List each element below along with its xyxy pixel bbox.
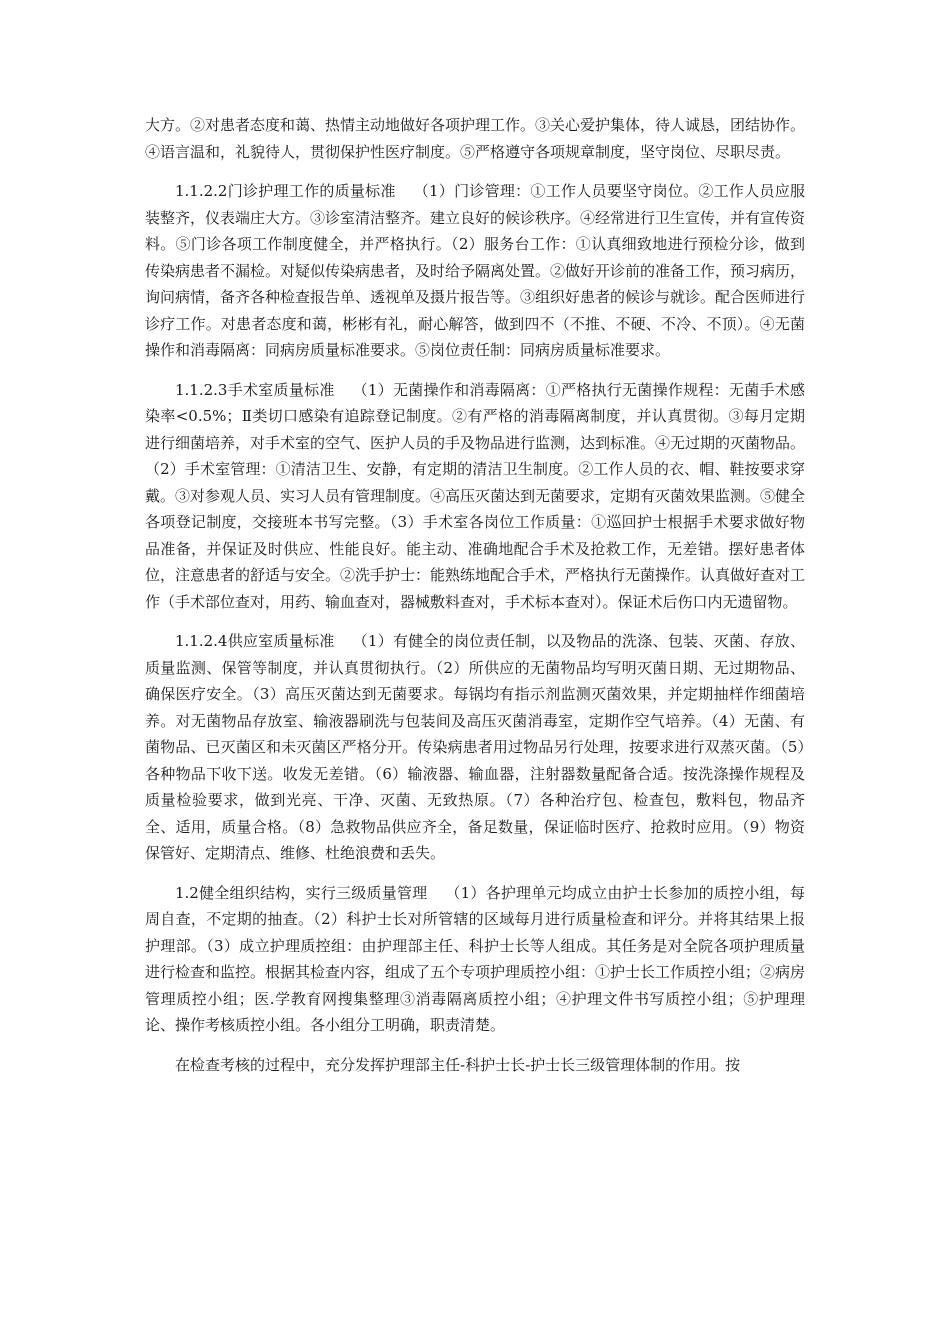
document-page (145, 112, 805, 1091)
section-heading: 1.1.2.4供应室质量标准 (175, 632, 335, 650)
paragraph-inspection (145, 1052, 805, 1079)
paragraph-body: （1）各护理单元均成立由护士长参加的质控小组，每周自查，不定期的抽查。（2）科护士长对所管辖的区域每月进行质量检查和评分。并将其结果上报护理部。（3）成立护理质控组：由护理部主任、科护士长等人组成。其任务是对全院各项护理质量进行检查和监控。根据其检查内容，组成了五个专项护理质控小组：①护士长工作质控小组；②病房管理质控小组；医.学教育网搜集整理③消毒隔离质控小组；④护理文件书写质控小组；⑤护理理论、操作考核质控小组。各小组分工明确，职责清楚。 (145, 883, 806, 1034)
paragraph-body: （1）无菌操作和消毒隔离：①严格执行无菌操作规程：无菌手术感染率<0.5%；Ⅱ类切口感染有追踪登记制度。②有严格的消毒隔离制度，并认真贯彻。③每月定期进行细菌培养，对手术室的空气、医护人员的手及物品进行监测，达到标准。④无过期的灭菌物品。（2）手术室管理：①清洁卫生、安静，有定期的清洁卫生制度。②工作人员的衣、帽、鞋按要求穿戴。③对参观人员、实习人员有管理制度。④高压灭菌达到无菌要求，定期有灭菌效果监测。⑤健全各项登记制度，交接班本书写完整。（3）手术室各岗位工作质量：①巡回护士根据手术要求做好物品准备，并保证及时供应、性能良好。能主动、准确地配合手术及抢救工作，无差错。摆好患者体位，注意患者的舒适与安全。②洗手护士：能熟练地配合手术，严格执行无菌操作。认真做好查对工作（手术部位查对，用药、输血查对，器械敷料查对，手术标本查对）。保证术后伤口内无遗留物。 (145, 380, 806, 611)
paragraph-operating-room-standard (145, 377, 805, 616)
section-heading: 1.2健全组织结构，实行三级质量管理 (175, 883, 428, 902)
paragraph-body: （1）门诊管理：①工作人员要坚守岗位。②工作人员应服装整齐，仪表端庄大方。③诊室清洁整齐。建立良好的候诊秩序。④经常进行卫生宣传，并有宣传资料。⑤门诊各项工作制度健全，并严格执行。（2）服务台工作：①认真细致地进行预检分诊，做到传染病患者不漏检。对疑似传染病患者，及时给予隔离处置。②做好开诊前的准备工作，预习病历，询问病情，备齐各种检查报告单、透视单及摄片报告等。③组织好患者的候诊与就诊。配合医师进行诊疗工作。对患者态度和蔼，彬彬有礼，耐心解答，做到四不（不推、不硬、不冷、不顶）。④无菌操作和消毒隔离：同病房质量标准要求。⑤岗位责任制：同病房质量标准要求。 (145, 182, 806, 359)
section-heading: 1.1.2.2门诊护理工作的质量标准 (175, 182, 396, 200)
paragraph-organization-structure (145, 880, 805, 1039)
paragraph-outpatient-standard (145, 178, 805, 364)
paragraph-body: （1）有健全的岗位责任制，以及物品的洗涤、包装、灭菌、存放、质量监测、保管等制度，并认真贯彻执行。（2）所供应的无菌物品均写明灭菌日期、无过期物品、确保医疗安全。（3）高压灭菌达到无菌要求。每锅均有指示剂监测灭菌效果，并定期抽样作细菌培养。对无菌物品存放室、输液器刷洗与包装间及高压灭菌消毒室，定期作空气培养。（4）无菌、有菌物品、已灭菌区和未灭菌区严格分开。传染病患者用过物品另行处理，按要求进行双蒸灭菌。（5）各种物品下收下送。收发无差错。（6）输液器、输血器，注射器数量配备合适。按洗涤操作规程及质量检验要求，做到光亮、干净、灭菌、无致热原。（7）各种治疗包、检查包，敷料包，物品齐全、适用，质量合格。（8）急救物品供应齐全，备足数量，保证临时医疗、抢救时应用。（9）物资保管好、定期清点、维修、杜绝浪费和丢失。 (145, 632, 806, 862)
paragraph-supply-room-standard (145, 628, 805, 867)
section-heading: 1.1.2.3手术室质量标准 (175, 380, 335, 399)
paragraph-continuation (145, 112, 805, 165)
paragraph-body: 在检查考核的过程中，充分发挥护理部主任-科护士长-护士长三级管理体制的作用。按 (175, 1055, 741, 1074)
paragraph-body: 大方。②对患者态度和蔼、热情主动地做好各项护理工作。③关心爱护集体，待人诚恳，团结协作。④语言温和，礼貌待人，贯彻保护性医疗制度。⑤严格遵守各项规章制度，坚守岗位、尽职尽责。 (145, 116, 806, 161)
